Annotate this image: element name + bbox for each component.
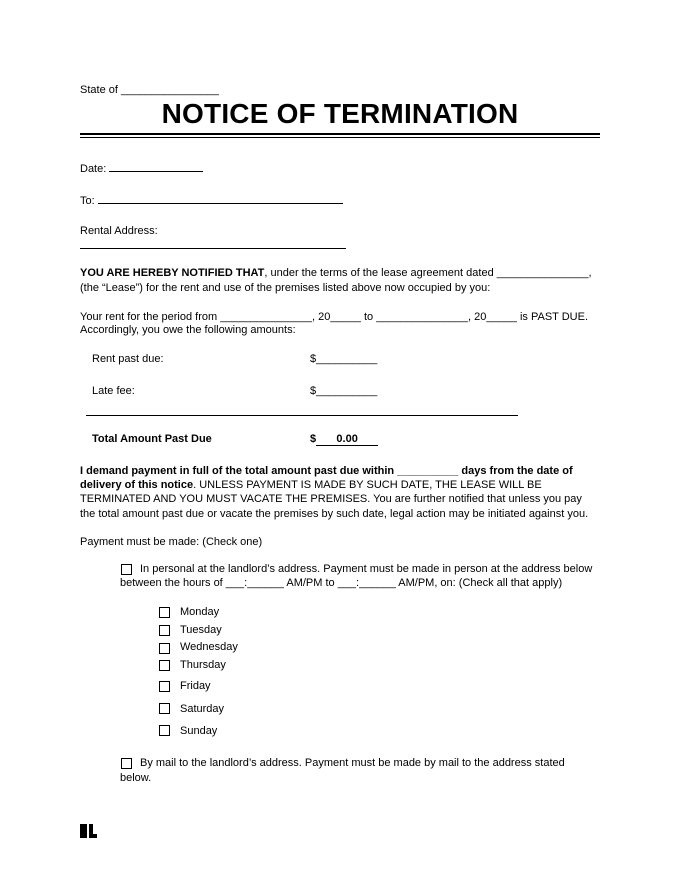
notice-line-1 — [80, 267, 592, 279]
day-checkbox-monday[interactable] — [159, 607, 170, 618]
rental-address-blank[interactable] — [80, 248, 346, 249]
to-label: To: — [80, 195, 95, 207]
total-past-due-value — [310, 433, 378, 446]
to-field — [80, 193, 343, 207]
day-checkbox-thursday[interactable] — [159, 660, 170, 671]
day-label-tuesday: Tuesday — [180, 624, 222, 636]
demand-line-1: I demand payment in full of the total amount past due within __________ days from the date of — [80, 465, 573, 477]
state-blank[interactable]: ________________ — [120, 84, 219, 96]
by-mail-checkbox[interactable] — [121, 758, 132, 769]
date-label: Date: — [80, 163, 107, 175]
rent-past-due-value[interactable]: $__________ — [310, 353, 378, 365]
amounts-divider — [86, 415, 518, 416]
date-field — [80, 161, 203, 175]
total-currency: $ — [310, 433, 317, 445]
payment-heading: Payment must be made: (Check one) — [80, 536, 263, 548]
notice-line-2: (the “Lease”) for the rent and use of the premises listed above now occupied by you: — [80, 282, 491, 294]
rent-past-due-label: Rent past due: — [92, 353, 164, 365]
day-label-wednesday: Wednesday — [180, 641, 238, 653]
demand-line-2 — [80, 479, 542, 491]
day-checkbox-saturday[interactable] — [159, 703, 170, 714]
day-label-friday: Friday — [180, 680, 211, 692]
day-checkbox-friday[interactable] — [159, 681, 170, 692]
day-checkbox-tuesday[interactable] — [159, 625, 170, 636]
brand-logo-icon — [80, 824, 97, 838]
in-person-checkbox[interactable] — [121, 564, 132, 575]
period-line-2: Accordingly, you owe the following amounts: — [80, 324, 296, 336]
demand-line-2-rest: . UNLESS PAYMENT IS MADE BY SUCH DATE, THE LEASE WILL BE — [193, 479, 542, 491]
day-label-saturday: Saturday — [180, 703, 225, 715]
period-line-1: Your rent for the period from _______________, 20_____ to _______________, 20_____ is PAST DUE. — [80, 311, 589, 323]
demand-line-3: TERMINATED AND YOU MUST VACATE THE PREMISES. You are further notified that unless you pay — [80, 493, 582, 505]
day-checkbox-wednesday[interactable] — [159, 643, 170, 654]
total-amount: 0.00 — [316, 433, 378, 446]
title-rule-thick — [80, 133, 600, 135]
late-fee-label: Late fee: — [92, 385, 135, 397]
total-past-due-label: Total Amount Past Due — [92, 433, 212, 445]
rental-address-label: Rental Address: — [80, 225, 158, 237]
state-of-line — [80, 84, 219, 96]
day-label-monday: Monday — [180, 606, 220, 618]
demand-line-4: the total amount past due or vacate the premises by such date, legal action may be initiated against you. — [80, 508, 589, 520]
page-title: NOTICE OF TERMINATION — [161, 98, 519, 129]
by-mail-line-2: below. — [120, 772, 152, 784]
state-of-label: State of — [80, 84, 118, 96]
to-blank[interactable] — [98, 193, 343, 204]
late-fee-value[interactable]: $__________ — [310, 385, 378, 397]
demand-line-2-bold: delivery of this notice — [80, 479, 194, 491]
notice-intro-rest: , under the terms of the lease agreement dated _______________, — [264, 267, 592, 279]
by-mail-line-1: By mail to the landlord’s address. Payment must be made by mail to the address stated — [140, 757, 565, 769]
day-label-sunday: Sunday — [180, 725, 218, 737]
day-label-thursday: Thursday — [180, 659, 226, 671]
title-rule-thin — [80, 137, 600, 138]
notice-intro-bold: YOU ARE HEREBY NOTIFIED THAT — [80, 267, 265, 279]
date-blank[interactable] — [109, 161, 203, 172]
day-checkbox-sunday[interactable] — [159, 725, 170, 736]
in-person-line-1: In personal at the landlord’s address. Payment must be made in person at the address below — [140, 563, 593, 575]
in-person-line-2: between the hours of ___:______ AM/PM to ___:______ AM/PM, on: (Check all that apply) — [120, 577, 563, 589]
